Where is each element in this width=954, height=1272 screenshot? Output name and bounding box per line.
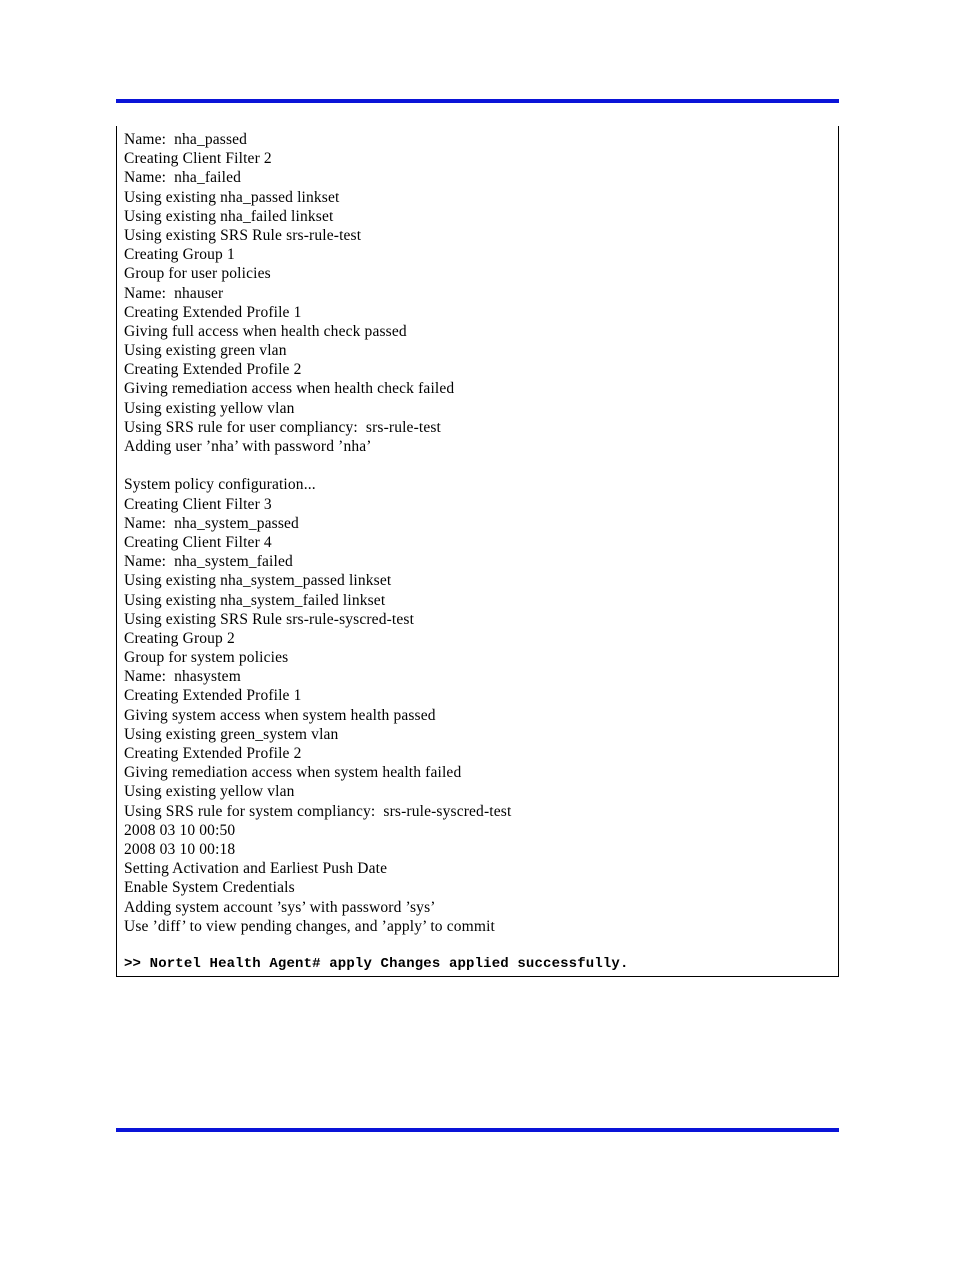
command-prompt-line: >> Nortel Health Agent# apply Changes applied successfully. (124, 956, 629, 973)
code-line: Name: nha_failed (124, 169, 242, 187)
code-line: Creating Client Filter 3 (124, 495, 272, 513)
code-listing-box (116, 126, 839, 977)
code-line: Enable System Credentials (124, 879, 295, 897)
code-line: Name: nhauser (124, 284, 224, 302)
code-line: Use ’diff’ to view pending changes, and ’apply’ to commit (124, 917, 495, 935)
code-line: Giving full access when health check passed (124, 322, 407, 340)
blank-line (124, 456, 629, 475)
code-line: Name: nhasystem (124, 668, 241, 686)
code-line: Using existing SRS Rule srs-rule-test (124, 226, 362, 244)
code-line: Using existing green_system vlan (124, 725, 339, 743)
code-line: Group for system policies (124, 649, 289, 667)
code-line: Giving system access when system health passed (124, 706, 436, 724)
code-line: Using existing green vlan (124, 342, 287, 360)
code-line: 2008 03 10 00:50 (124, 821, 236, 839)
code-line: Creating Client Filter 2 (124, 150, 272, 168)
code-line: Using existing nha_failed linkset (124, 207, 334, 225)
code-line: Creating Extended Profile 1 (124, 303, 302, 321)
code-listing (124, 130, 629, 974)
code-line: Giving remediation access when system health failed (124, 764, 462, 782)
code-line: Using existing yellow vlan (124, 783, 295, 801)
code-line: Giving remediation access when health check failed (124, 380, 455, 398)
code-line: Adding user ’nha’ with password ’nha’ (124, 438, 372, 455)
code-line: Group for user policies (124, 265, 271, 283)
code-line: Name: nha_passed (124, 131, 248, 148)
header-rule (116, 99, 839, 103)
code-line: Using existing SRS Rule srs-rule-syscred-test (124, 610, 415, 628)
code-line: Using existing nha_passed linkset (124, 188, 340, 206)
code-line: System policy configuration... (124, 476, 316, 494)
blank-line (124, 936, 629, 955)
code-line: Setting Activation and Earliest Push Date (124, 860, 388, 878)
code-line: Using SRS rule for system compliancy: srs-rule-syscred-test (124, 802, 512, 820)
code-line: Creating Group 1 (124, 246, 235, 264)
code-line: Creating Extended Profile 2 (124, 745, 302, 762)
code-line: Using existing nha_system_failed linkset (124, 591, 386, 609)
code-line: Creating Extended Profile 2 (124, 361, 302, 379)
code-line: Name: nha_system_failed (124, 553, 293, 571)
code-line: Using existing nha_system_passed linkset (124, 572, 392, 590)
code-line: Using SRS rule for user compliancy: srs-rule-test (124, 418, 442, 436)
footer-rule (116, 1128, 839, 1132)
code-line: Creating Client Filter 4 (124, 533, 272, 551)
code-line: Creating Group 2 (124, 629, 235, 647)
code-line: 2008 03 10 00:18 (124, 840, 236, 858)
code-line: Using existing yellow vlan (124, 399, 295, 417)
code-line: Adding system account ’sys’ with password ’sys’ (124, 898, 436, 916)
code-line: Creating Extended Profile 1 (124, 687, 302, 705)
code-line: Name: nha_system_passed (124, 514, 299, 532)
